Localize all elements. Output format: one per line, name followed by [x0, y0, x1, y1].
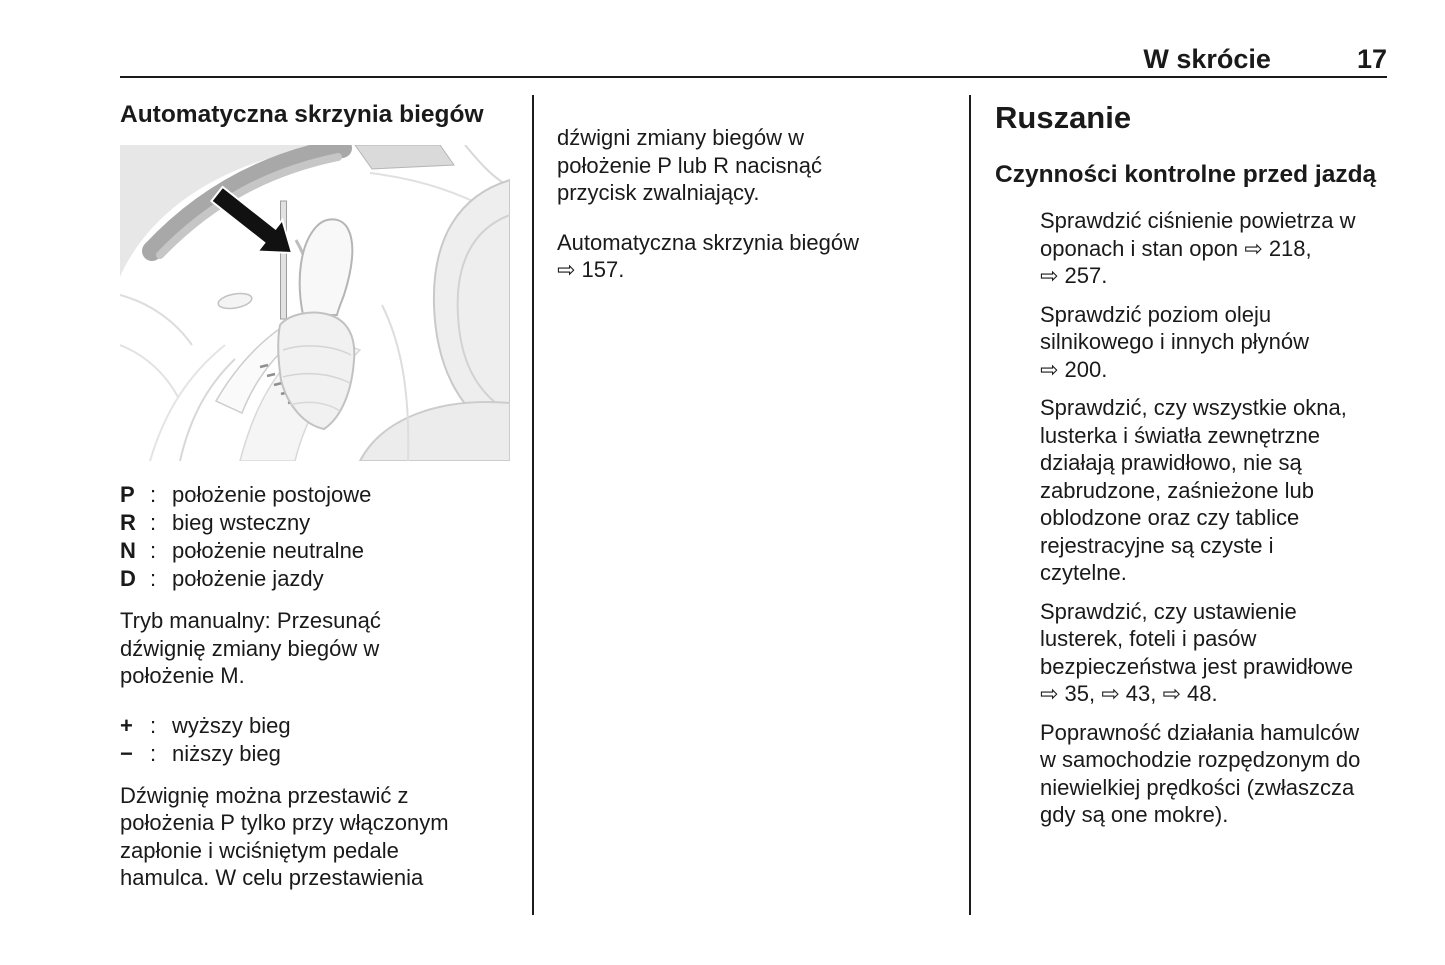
column-left	[120, 100, 512, 914]
shift-separator: :	[150, 740, 157, 766]
checklist-text: Sprawdzić, czy ustawienie lusterek, foteli i pasów bezpieczeństwa jest prawidłowe ⇨ 35, ⇨ 43, ⇨ 48.	[1040, 598, 1354, 706]
page-header	[120, 44, 1387, 75]
lever-note-paragraph: Dźwignię można przestawić z położenia P tylko przy włączonym zapłonie i wciśniętym pedale hamulca. W celu przestawienia	[120, 782, 449, 890]
header-rule	[120, 76, 1387, 78]
column-divider-left	[532, 95, 534, 915]
column-middle	[557, 102, 899, 306]
pointer-arrow-icon	[211, 187, 292, 253]
checklist-text: Poprawność działania hamulców w samochodzie rozpędzonym do niewielkiej prędkości (zwłaszcza gdy są one mokre).	[1040, 719, 1361, 827]
gear-row	[120, 481, 512, 509]
column-right	[995, 100, 1387, 840]
continuation-paragraph: dźwigni zmiany biegów w położenie P lub R nacisnąć przycisk zwalniający.	[557, 125, 822, 205]
checklist-text: Sprawdzić ciśnienie powietrza w oponach i stan opon ⇨ 218, ⇨ 257.	[1040, 208, 1356, 288]
manual-shift-row	[120, 712, 512, 740]
manual-shift-list	[120, 712, 512, 768]
checklist-item	[995, 394, 1387, 587]
shift-desc: wyższy bieg	[172, 712, 291, 738]
checklist-subheading: Czynności kontrolne przed jazdą	[995, 161, 1377, 188]
checklist-text: Sprawdzić, czy wszystkie okna, lusterka i światła zewnętrzne działają prawidłowo, nie są zabrudzone, zaśnieżone lub oblodzone oraz czy tablice rejestracyjne są czyste i czytelne.	[1040, 395, 1347, 585]
reference-paragraph: Automatyczna skrzynia biegów ⇨ 157.	[557, 229, 860, 282]
bullet-marker	[995, 598, 1040, 708]
checklist-item	[995, 207, 1387, 290]
checklist-text: Sprawdzić poziom oleju silnikowego i innych płynów ⇨ 200.	[1040, 301, 1310, 382]
bullet-marker	[995, 719, 1040, 829]
shift-desc: niższy bieg	[172, 740, 281, 766]
seat	[360, 180, 510, 461]
gear-separator: :	[150, 566, 157, 591]
gear-key: N	[120, 538, 136, 563]
checklist-item	[995, 301, 1387, 384]
shift-up-symbol: +	[120, 712, 133, 738]
gear-key: D	[120, 566, 136, 591]
gear-row	[120, 537, 512, 565]
gear-desc: położenie jazdy	[172, 566, 324, 591]
checklist-item	[995, 598, 1387, 708]
bullet-marker	[995, 301, 1040, 384]
gear-separator: :	[150, 538, 157, 563]
page-number: 17	[1356, 44, 1387, 74]
gear-desc: położenie neutralne	[172, 538, 365, 563]
gear-desc: bieg wsteczny	[172, 510, 311, 535]
column-divider-right	[969, 95, 971, 915]
gear-separator: :	[150, 482, 157, 507]
gear-position-list	[120, 481, 512, 593]
shift-down-symbol: −	[120, 740, 133, 766]
gear-row	[120, 565, 512, 593]
section-title: W skrócie	[1143, 44, 1271, 74]
car-interior-illustration	[120, 145, 510, 461]
gear-key: R	[120, 510, 136, 535]
manual-mode-paragraph: Tryb manualny: Przesunąć dźwignię zmiany biegów w położenie M.	[120, 608, 381, 688]
pre-drive-checklist	[995, 207, 1387, 829]
gear-separator: :	[150, 510, 157, 535]
manual-shift-row	[120, 740, 512, 768]
gear-lever	[278, 201, 354, 429]
checklist-item	[995, 719, 1387, 829]
left-heading: Automatyczna skrzynia biegów	[120, 101, 484, 128]
gear-key: P	[120, 482, 135, 507]
bullet-marker	[995, 207, 1040, 290]
gear-desc: położenie postojowe	[172, 482, 372, 507]
shift-separator: :	[150, 712, 157, 738]
bullet-marker	[995, 394, 1040, 587]
gear-row	[120, 509, 512, 537]
chapter-heading: Ruszanie	[995, 100, 1132, 135]
